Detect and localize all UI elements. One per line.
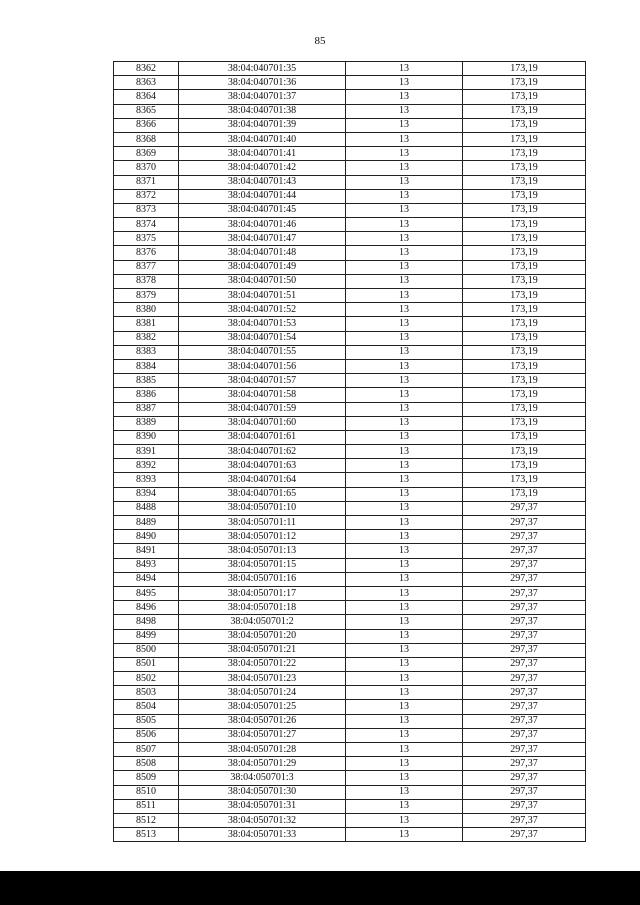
row-number-cell: 8391 <box>114 445 179 459</box>
cadastral-number-cell: 38:04:050701:21 <box>179 643 346 657</box>
cadastral-number-cell: 38:04:040701:48 <box>179 246 346 260</box>
table-row <box>114 345 586 359</box>
row-number-cell: 8375 <box>114 232 179 246</box>
row-number-cell: 8490 <box>114 530 179 544</box>
row-number-cell: 8386 <box>114 388 179 402</box>
cadastral-number-cell: 38:04:040701:52 <box>179 303 346 317</box>
count-cell: 13 <box>346 728 463 742</box>
table-row <box>114 487 586 501</box>
table-row <box>114 586 586 600</box>
cadastral-number-cell: 38:04:040701:54 <box>179 331 346 345</box>
cadastral-number-cell: 38:04:050701:25 <box>179 700 346 714</box>
value-cell: 297,37 <box>463 572 586 586</box>
row-number-cell: 8365 <box>114 104 179 118</box>
table-row <box>114 303 586 317</box>
value-cell: 173,19 <box>463 147 586 161</box>
value-cell: 173,19 <box>463 430 586 444</box>
count-cell: 13 <box>346 629 463 643</box>
cadastral-number-cell: 38:04:040701:40 <box>179 132 346 146</box>
count-cell: 13 <box>346 700 463 714</box>
cadastral-number-cell: 38:04:050701:27 <box>179 728 346 742</box>
value-cell: 173,19 <box>463 189 586 203</box>
table-row <box>114 218 586 232</box>
value-cell: 173,19 <box>463 175 586 189</box>
row-number-cell: 8379 <box>114 289 179 303</box>
count-cell: 13 <box>346 203 463 217</box>
value-cell: 297,37 <box>463 771 586 785</box>
row-number-cell: 8385 <box>114 374 179 388</box>
count-cell: 13 <box>346 289 463 303</box>
table-row <box>114 118 586 132</box>
count-cell: 13 <box>346 388 463 402</box>
value-cell: 297,37 <box>463 629 586 643</box>
cadastral-number-cell: 38:04:050701:13 <box>179 544 346 558</box>
value-cell: 173,19 <box>463 218 586 232</box>
row-number-cell: 8389 <box>114 416 179 430</box>
table-row <box>114 785 586 799</box>
cadastral-number-cell: 38:04:050701:33 <box>179 828 346 842</box>
value-cell: 173,19 <box>463 317 586 331</box>
cadastral-number-cell: 38:04:050701:22 <box>179 657 346 671</box>
row-number-cell: 8362 <box>114 62 179 76</box>
table-row <box>114 274 586 288</box>
cadastral-number-cell: 38:04:050701:11 <box>179 516 346 530</box>
value-cell: 297,37 <box>463 785 586 799</box>
row-number-cell: 8503 <box>114 686 179 700</box>
table-row <box>114 147 586 161</box>
row-number-cell: 8387 <box>114 402 179 416</box>
cadastral-number-cell: 38:04:050701:15 <box>179 558 346 572</box>
value-cell: 297,37 <box>463 643 586 657</box>
table-row <box>114 558 586 572</box>
cadastral-number-cell: 38:04:040701:41 <box>179 147 346 161</box>
cadastral-number-cell: 38:04:040701:56 <box>179 359 346 373</box>
value-cell: 173,19 <box>463 303 586 317</box>
cadastral-number-cell: 38:04:040701:37 <box>179 90 346 104</box>
count-cell: 13 <box>346 813 463 827</box>
value-cell: 297,37 <box>463 799 586 813</box>
count-cell: 13 <box>346 331 463 345</box>
count-cell: 13 <box>346 175 463 189</box>
cadastral-number-cell: 38:04:040701:59 <box>179 402 346 416</box>
value-cell: 173,19 <box>463 260 586 274</box>
table-row <box>114 615 586 629</box>
cadastral-number-cell: 38:04:050701:32 <box>179 813 346 827</box>
value-cell: 173,19 <box>463 331 586 345</box>
cadastral-number-cell: 38:04:040701:53 <box>179 317 346 331</box>
count-cell: 13 <box>346 161 463 175</box>
value-cell: 297,37 <box>463 615 586 629</box>
value-cell: 297,37 <box>463 501 586 515</box>
count-cell: 13 <box>346 487 463 501</box>
table-row <box>114 104 586 118</box>
table-row <box>114 402 586 416</box>
count-cell: 13 <box>346 601 463 615</box>
table-row <box>114 76 586 90</box>
count-cell: 13 <box>346 246 463 260</box>
table-row <box>114 161 586 175</box>
count-cell: 13 <box>346 232 463 246</box>
row-number-cell: 8512 <box>114 813 179 827</box>
row-number-cell: 8501 <box>114 657 179 671</box>
page-number: 85 <box>314 35 326 47</box>
row-number-cell: 8499 <box>114 629 179 643</box>
cadastral-number-cell: 38:04:040701:50 <box>179 274 346 288</box>
value-cell: 297,37 <box>463 686 586 700</box>
row-number-cell: 8363 <box>114 76 179 90</box>
count-cell: 13 <box>346 558 463 572</box>
cadastral-number-cell: 38:04:040701:57 <box>179 374 346 388</box>
table-row <box>114 473 586 487</box>
row-number-cell: 8374 <box>114 218 179 232</box>
cadastral-number-cell: 38:04:040701:42 <box>179 161 346 175</box>
count-cell: 13 <box>346 459 463 473</box>
row-number-cell: 8369 <box>114 147 179 161</box>
table-body <box>114 62 586 842</box>
row-number-cell: 8508 <box>114 757 179 771</box>
row-number-cell: 8366 <box>114 118 179 132</box>
value-cell: 173,19 <box>463 374 586 388</box>
count-cell: 13 <box>346 445 463 459</box>
cadastral-number-cell: 38:04:050701:18 <box>179 601 346 615</box>
value-cell: 173,19 <box>463 62 586 76</box>
table-row <box>114 246 586 260</box>
table-row <box>114 601 586 615</box>
count-cell: 13 <box>346 473 463 487</box>
table-row <box>114 743 586 757</box>
cadastral-table <box>113 61 586 842</box>
row-number-cell: 8495 <box>114 586 179 600</box>
table-row <box>114 175 586 189</box>
count-cell: 13 <box>346 374 463 388</box>
count-cell: 13 <box>346 317 463 331</box>
row-number-cell: 8373 <box>114 203 179 217</box>
value-cell: 173,19 <box>463 132 586 146</box>
table-row <box>114 416 586 430</box>
table-row <box>114 643 586 657</box>
count-cell: 13 <box>346 132 463 146</box>
table-row <box>114 374 586 388</box>
row-number-cell: 8390 <box>114 430 179 444</box>
cadastral-number-cell: 38:04:050701:29 <box>179 757 346 771</box>
row-number-cell: 8376 <box>114 246 179 260</box>
cadastral-number-cell: 38:04:040701:60 <box>179 416 346 430</box>
value-cell: 173,19 <box>463 203 586 217</box>
table-row <box>114 445 586 459</box>
cadastral-number-cell: 38:04:040701:63 <box>179 459 346 473</box>
cadastral-number-cell: 38:04:040701:61 <box>179 430 346 444</box>
value-cell: 173,19 <box>463 289 586 303</box>
count-cell: 13 <box>346 416 463 430</box>
table-row <box>114 799 586 813</box>
cadastral-number-cell: 38:04:050701:31 <box>179 799 346 813</box>
row-number-cell: 8370 <box>114 161 179 175</box>
value-cell: 297,37 <box>463 657 586 671</box>
table-row <box>114 189 586 203</box>
row-number-cell: 8502 <box>114 672 179 686</box>
table-row <box>114 132 586 146</box>
row-number-cell: 8509 <box>114 771 179 785</box>
row-number-cell: 8364 <box>114 90 179 104</box>
value-cell: 297,37 <box>463 530 586 544</box>
count-cell: 13 <box>346 118 463 132</box>
count-cell: 13 <box>346 757 463 771</box>
value-cell: 297,37 <box>463 700 586 714</box>
table-row <box>114 672 586 686</box>
row-number-cell: 8491 <box>114 544 179 558</box>
cadastral-number-cell: 38:04:050701:12 <box>179 530 346 544</box>
value-cell: 173,19 <box>463 232 586 246</box>
count-cell: 13 <box>346 90 463 104</box>
value-cell: 173,19 <box>463 274 586 288</box>
row-number-cell: 8382 <box>114 331 179 345</box>
cadastral-number-cell: 38:04:050701:2 <box>179 615 346 629</box>
cadastral-number-cell: 38:04:050701:20 <box>179 629 346 643</box>
table-row <box>114 657 586 671</box>
table-row <box>114 203 586 217</box>
cadastral-number-cell: 38:04:040701:39 <box>179 118 346 132</box>
count-cell: 13 <box>346 303 463 317</box>
row-number-cell: 8506 <box>114 728 179 742</box>
value-cell: 173,19 <box>463 359 586 373</box>
count-cell: 13 <box>346 615 463 629</box>
cadastral-number-cell: 38:04:050701:24 <box>179 686 346 700</box>
cadastral-number-cell: 38:04:050701:26 <box>179 714 346 728</box>
count-cell: 13 <box>346 76 463 90</box>
value-cell: 297,37 <box>463 516 586 530</box>
count-cell: 13 <box>346 714 463 728</box>
row-number-cell: 8496 <box>114 601 179 615</box>
row-number-cell: 8384 <box>114 359 179 373</box>
value-cell: 297,37 <box>463 672 586 686</box>
table-row <box>114 62 586 76</box>
table-row <box>114 686 586 700</box>
count-cell: 13 <box>346 828 463 842</box>
count-cell: 13 <box>346 359 463 373</box>
count-cell: 13 <box>346 147 463 161</box>
value-cell: 173,19 <box>463 388 586 402</box>
cadastral-number-cell: 38:04:040701:47 <box>179 232 346 246</box>
table-row <box>114 430 586 444</box>
cadastral-number-cell: 38:04:050701:17 <box>179 586 346 600</box>
row-number-cell: 8392 <box>114 459 179 473</box>
row-number-cell: 8394 <box>114 487 179 501</box>
table-row <box>114 714 586 728</box>
cadastral-number-cell: 38:04:050701:16 <box>179 572 346 586</box>
value-cell: 297,37 <box>463 601 586 615</box>
value-cell: 173,19 <box>463 487 586 501</box>
value-cell: 297,37 <box>463 743 586 757</box>
cadastral-number-cell: 38:04:040701:62 <box>179 445 346 459</box>
count-cell: 13 <box>346 430 463 444</box>
value-cell: 173,19 <box>463 118 586 132</box>
count-cell: 13 <box>346 501 463 515</box>
cadastral-number-cell: 38:04:040701:44 <box>179 189 346 203</box>
count-cell: 13 <box>346 544 463 558</box>
cadastral-number-cell: 38:04:040701:45 <box>179 203 346 217</box>
count-cell: 13 <box>346 62 463 76</box>
count-cell: 13 <box>346 274 463 288</box>
count-cell: 13 <box>346 672 463 686</box>
row-number-cell: 8380 <box>114 303 179 317</box>
cadastral-number-cell: 38:04:040701:64 <box>179 473 346 487</box>
count-cell: 13 <box>346 686 463 700</box>
count-cell: 13 <box>346 657 463 671</box>
row-number-cell: 8504 <box>114 700 179 714</box>
cadastral-number-cell: 38:04:050701:28 <box>179 743 346 757</box>
table-row <box>114 771 586 785</box>
count-cell: 13 <box>346 785 463 799</box>
value-cell: 297,37 <box>463 714 586 728</box>
row-number-cell: 8371 <box>114 175 179 189</box>
count-cell: 13 <box>346 104 463 118</box>
value-cell: 297,37 <box>463 586 586 600</box>
row-number-cell: 8488 <box>114 501 179 515</box>
table-row <box>114 289 586 303</box>
cadastral-number-cell: 38:04:040701:65 <box>179 487 346 501</box>
count-cell: 13 <box>346 530 463 544</box>
table-row <box>114 572 586 586</box>
row-number-cell: 8510 <box>114 785 179 799</box>
table-row <box>114 501 586 515</box>
table-row <box>114 728 586 742</box>
scan-border <box>0 871 640 905</box>
value-cell: 173,19 <box>463 246 586 260</box>
row-number-cell: 8489 <box>114 516 179 530</box>
count-cell: 13 <box>346 799 463 813</box>
value-cell: 173,19 <box>463 402 586 416</box>
table-row <box>114 359 586 373</box>
table-row <box>114 388 586 402</box>
value-cell: 297,37 <box>463 757 586 771</box>
count-cell: 13 <box>346 572 463 586</box>
table-row <box>114 629 586 643</box>
table-row <box>114 813 586 827</box>
cadastral-number-cell: 38:04:040701:55 <box>179 345 346 359</box>
value-cell: 173,19 <box>463 90 586 104</box>
count-cell: 13 <box>346 743 463 757</box>
cadastral-number-cell: 38:04:040701:38 <box>179 104 346 118</box>
row-number-cell: 8500 <box>114 643 179 657</box>
value-cell: 173,19 <box>463 473 586 487</box>
table-row <box>114 530 586 544</box>
cadastral-number-cell: 38:04:050701:30 <box>179 785 346 799</box>
count-cell: 13 <box>346 260 463 274</box>
value-cell: 173,19 <box>463 161 586 175</box>
value-cell: 173,19 <box>463 416 586 430</box>
row-number-cell: 8372 <box>114 189 179 203</box>
cadastral-number-cell: 38:04:040701:35 <box>179 62 346 76</box>
value-cell: 173,19 <box>463 104 586 118</box>
table-row <box>114 459 586 473</box>
row-number-cell: 8377 <box>114 260 179 274</box>
row-number-cell: 8513 <box>114 828 179 842</box>
value-cell: 173,19 <box>463 345 586 359</box>
row-number-cell: 8507 <box>114 743 179 757</box>
cadastral-number-cell: 38:04:050701:10 <box>179 501 346 515</box>
cadastral-number-cell: 38:04:040701:49 <box>179 260 346 274</box>
count-cell: 13 <box>346 218 463 232</box>
row-number-cell: 8381 <box>114 317 179 331</box>
count-cell: 13 <box>346 402 463 416</box>
count-cell: 13 <box>346 771 463 785</box>
table-row <box>114 757 586 771</box>
cadastral-number-cell: 38:04:040701:43 <box>179 175 346 189</box>
row-number-cell: 8511 <box>114 799 179 813</box>
table-row <box>114 544 586 558</box>
count-cell: 13 <box>346 643 463 657</box>
row-number-cell: 8393 <box>114 473 179 487</box>
cadastral-number-cell: 38:04:040701:46 <box>179 218 346 232</box>
value-cell: 173,19 <box>463 459 586 473</box>
count-cell: 13 <box>346 189 463 203</box>
table-row <box>114 232 586 246</box>
row-number-cell: 8505 <box>114 714 179 728</box>
value-cell: 173,19 <box>463 445 586 459</box>
row-number-cell: 8493 <box>114 558 179 572</box>
table-row <box>114 317 586 331</box>
value-cell: 297,37 <box>463 558 586 572</box>
table-row <box>114 516 586 530</box>
cadastral-number-cell: 38:04:050701:3 <box>179 771 346 785</box>
table-row <box>114 90 586 104</box>
count-cell: 13 <box>346 345 463 359</box>
cadastral-number-cell: 38:04:040701:36 <box>179 76 346 90</box>
value-cell: 173,19 <box>463 76 586 90</box>
value-cell: 297,37 <box>463 728 586 742</box>
table-row <box>114 260 586 274</box>
row-number-cell: 8494 <box>114 572 179 586</box>
count-cell: 13 <box>346 516 463 530</box>
row-number-cell: 8383 <box>114 345 179 359</box>
table-row <box>114 331 586 345</box>
cadastral-number-cell: 38:04:040701:58 <box>179 388 346 402</box>
table-row <box>114 700 586 714</box>
value-cell: 297,37 <box>463 813 586 827</box>
row-number-cell: 8378 <box>114 274 179 288</box>
row-number-cell: 8368 <box>114 132 179 146</box>
cadastral-number-cell: 38:04:040701:51 <box>179 289 346 303</box>
count-cell: 13 <box>346 586 463 600</box>
value-cell: 297,37 <box>463 544 586 558</box>
table-row <box>114 828 586 842</box>
cadastral-number-cell: 38:04:050701:23 <box>179 672 346 686</box>
value-cell: 297,37 <box>463 828 586 842</box>
row-number-cell: 8498 <box>114 615 179 629</box>
